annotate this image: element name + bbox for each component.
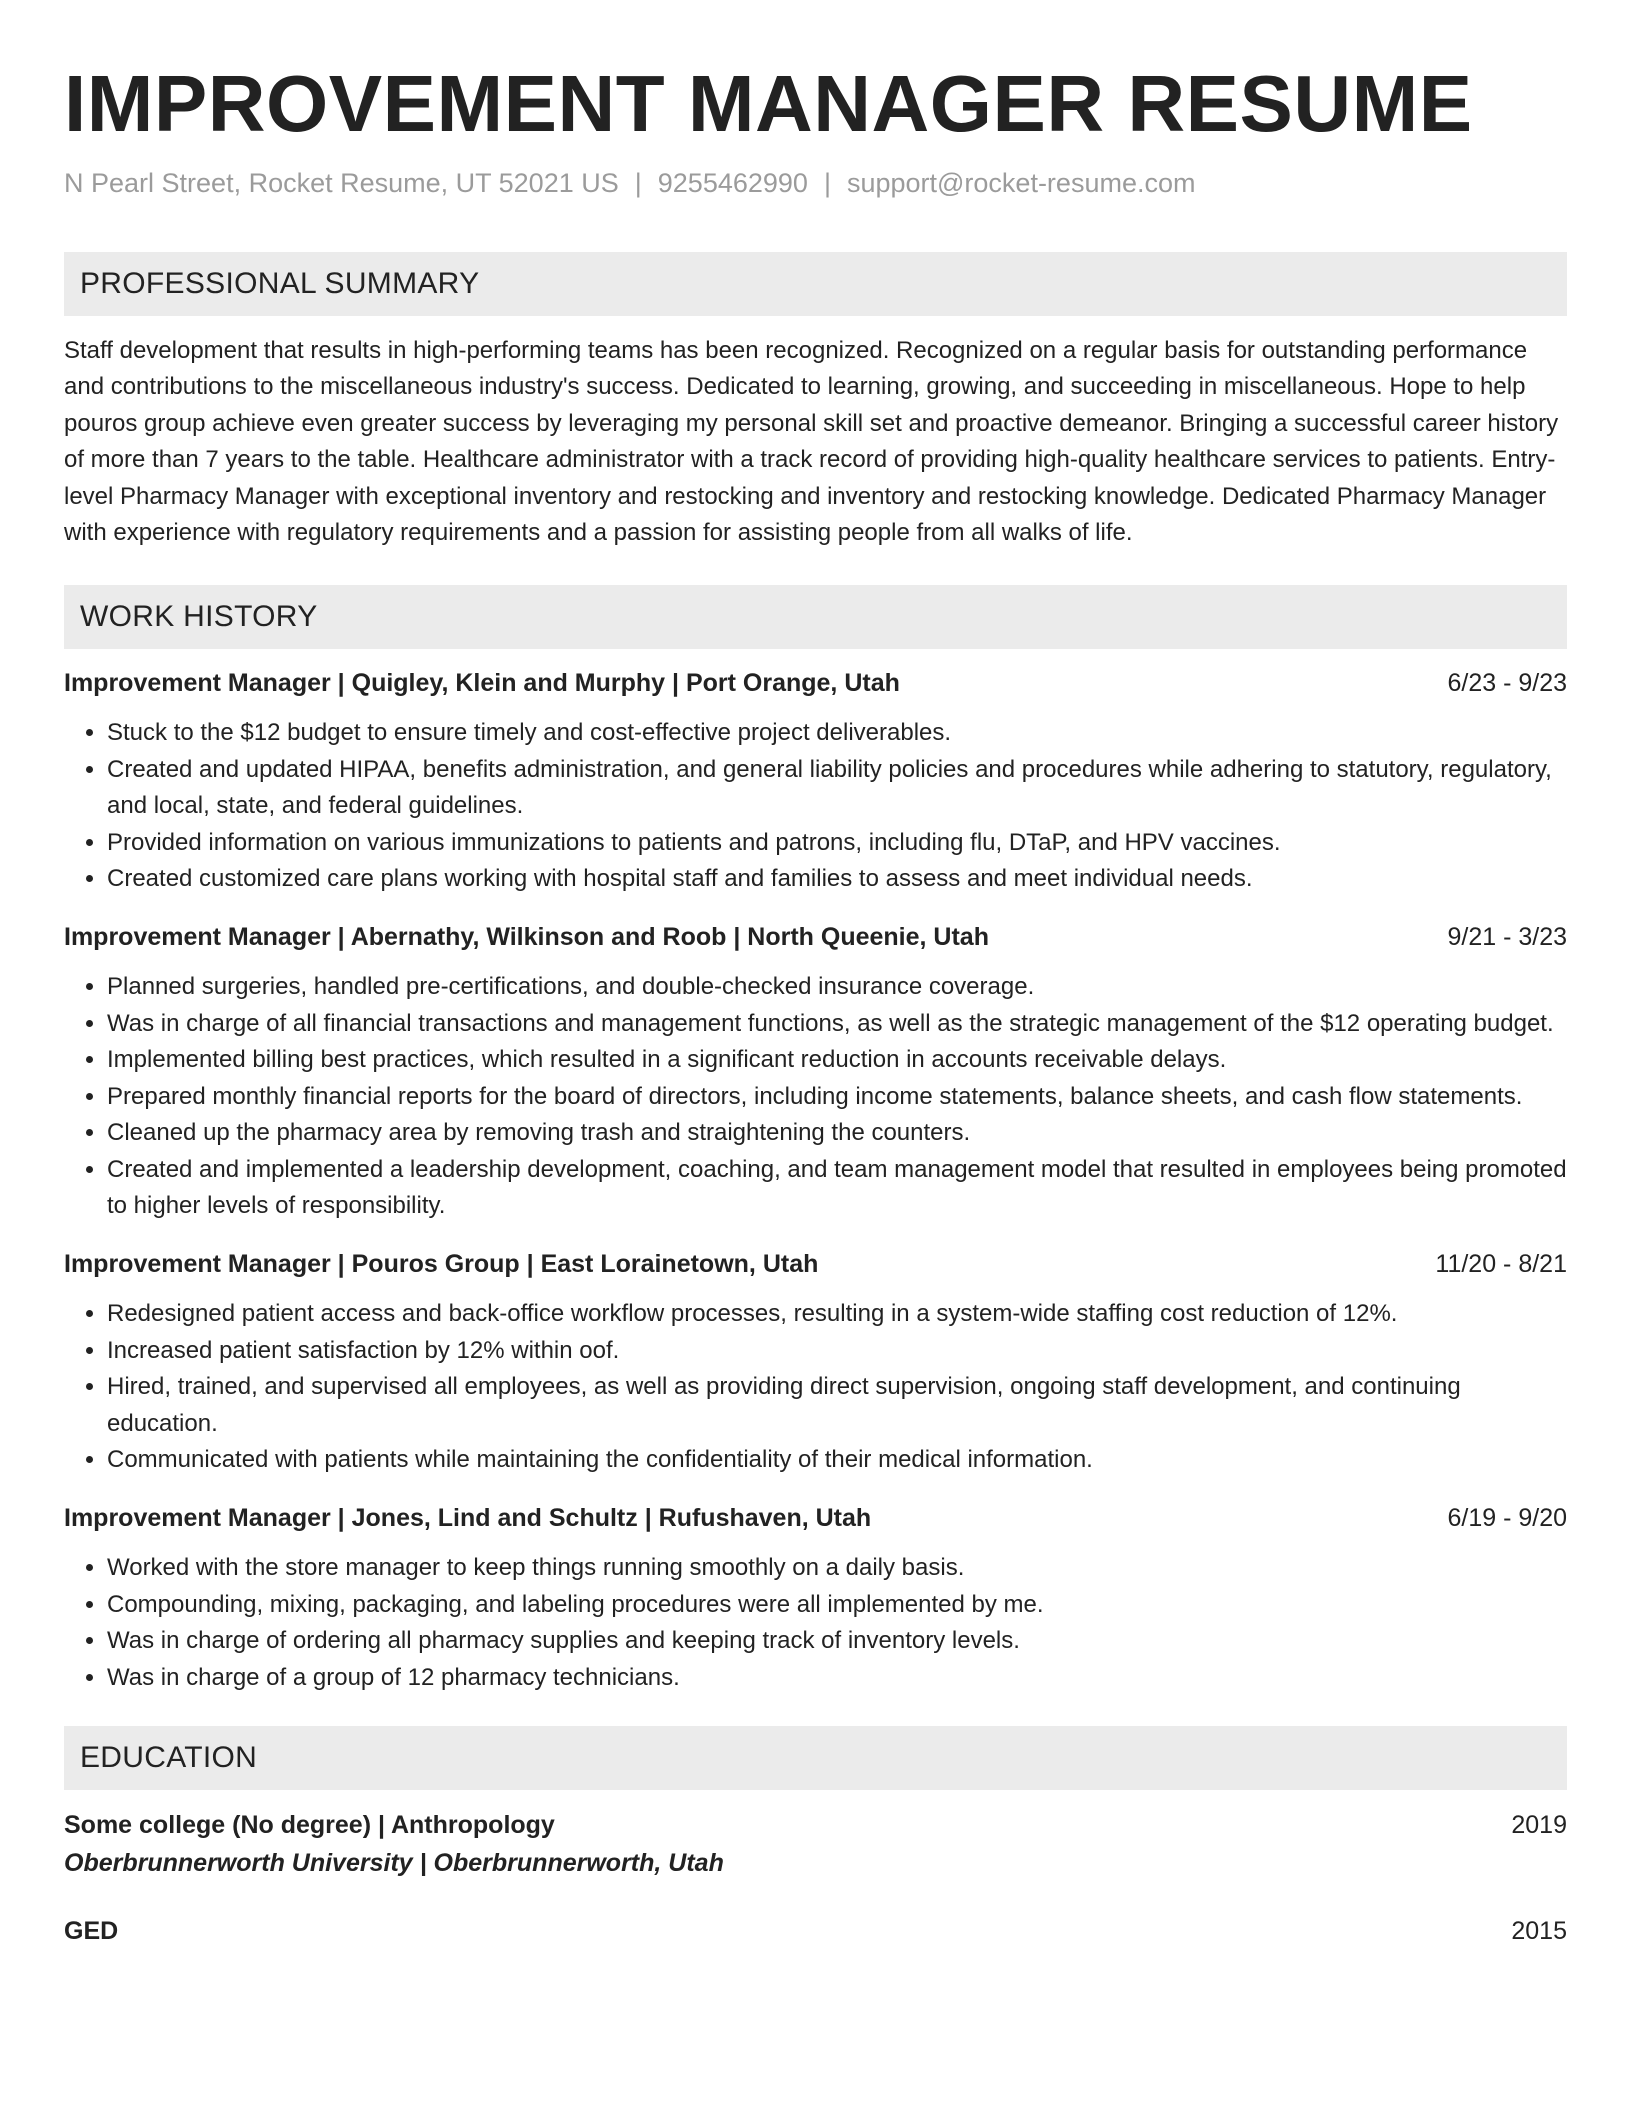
address: N Pearl Street, Rocket Resume, UT 52021 US xyxy=(64,168,619,198)
education-year: 2015 xyxy=(1511,1916,1567,1945)
job-bullets xyxy=(64,1296,1567,1478)
job-dates: 11/20 - 8/21 xyxy=(1435,1250,1567,1279)
summary-text: Staff development that results in high-performing teams has been recognized. Recognized on a regular basis for outstanding performance and contributions to the miscellaneous industry's success. Dedicated to learning, growing, and succeeding in miscellaneous. Hope to help pouros group achieve even greater success by leveraging my personal skill set and proactive demeanor. Bringing a successful career history of more than 7 years to the table. Healthcare administrator with a track record of providing high-quality healthcare services to patients. Entry-level Pharmacy Manager with exceptional inventory and restocking and inventory and restocking knowledge. Dedicated Pharmacy Manager with experience with regulatory requirements and a passion for assisting people from all walks of life. xyxy=(64,337,1559,547)
job-title: Improvement Manager | Quigley, Klein and Murphy | Port Orange, Utah xyxy=(64,669,900,698)
job-bullet: • Provided information on various immunizations to patients and patrons, including flu, DTaP, and HPV vaccines. xyxy=(107,825,1567,861)
section-header-work-history xyxy=(64,585,1567,649)
job-bullet: • Stuck to the $12 budget to ensure timely and cost-effective project deliverables. xyxy=(107,715,1567,751)
education-school: Oberbrunnerworth University | Oberbrunnerworth, Utah xyxy=(64,1848,724,1877)
job-bullet: • Compounding, mixing, packaging, and labeling procedures were all implemented by me. xyxy=(107,1587,1567,1623)
job-bullet: • Cleaned up the pharmacy area by removing trash and straightening the counters. xyxy=(107,1115,1567,1151)
section-title: WORK HISTORY xyxy=(80,600,318,634)
section-header-summary xyxy=(64,252,1567,316)
job-bullet: • Hired, trained, and supervised all employees, as well as providing direct supervision, ongoing staff development, and continuing education. xyxy=(107,1369,1567,1442)
job-title: Improvement Manager | Pouros Group | East Lorainetown, Utah xyxy=(64,1250,819,1279)
section-header-education xyxy=(64,1726,1567,1790)
job-bullet: • Worked with the store manager to keep things running smoothly on a daily basis. xyxy=(107,1550,1567,1586)
job-bullet: • Increased patient satisfaction by 12% within oof. xyxy=(107,1333,1567,1369)
contact-separator: | xyxy=(634,168,642,198)
education-year: 2019 xyxy=(1511,1810,1567,1839)
job-entry xyxy=(64,919,1567,1224)
email: support@rocket-resume.com xyxy=(846,168,1196,198)
job-dates: 6/23 - 9/23 xyxy=(1447,669,1567,698)
job-bullets xyxy=(64,969,1567,1224)
job-entry xyxy=(64,1246,1567,1478)
job-bullet: • Implemented billing best practices, which resulted in a significant reduction in accounts receivable delays. xyxy=(107,1042,1567,1078)
job-bullets xyxy=(64,1550,1567,1696)
job-entry xyxy=(64,1500,1567,1696)
job-dates: 6/19 - 9/20 xyxy=(1447,1504,1567,1533)
section-title: PROFESSIONAL SUMMARY xyxy=(80,267,480,300)
contact-separator: | xyxy=(823,168,831,198)
education-degree: GED xyxy=(64,1916,119,1945)
education-degree: Some college (No degree) | Anthropology xyxy=(64,1810,555,1839)
resume-title: IMPROVEMENT MANAGER RESUME xyxy=(64,59,1473,148)
job-bullet: • Was in charge of a group of 12 pharmacy technicians. xyxy=(107,1660,1567,1696)
job-dates: 9/21 - 3/23 xyxy=(1447,923,1567,952)
job-bullet: • Created and updated HIPAA, benefits administration, and general liability policies and procedures while adhering to statutory, regulatory, and local, state, and federal guidelines. xyxy=(107,752,1567,825)
phone: 9255462990 xyxy=(657,168,808,198)
job-title: Improvement Manager | Jones, Lind and Schultz | Rufushaven, Utah xyxy=(64,1504,872,1533)
education-entry xyxy=(64,1912,1567,1950)
job-bullet: • Was in charge of ordering all pharmacy supplies and keeping track of inventory levels. xyxy=(107,1623,1567,1659)
job-bullets xyxy=(64,715,1567,897)
job-entry xyxy=(64,665,1567,897)
job-bullet: • Prepared monthly financial reports for the board of directors, including income statements, balance sheets, and cash flow statements. xyxy=(107,1079,1567,1115)
job-bullet: • Communicated with patients while maintaining the confidentiality of their medical information. xyxy=(107,1442,1567,1478)
resume-page xyxy=(64,58,1567,1950)
education-entry xyxy=(64,1806,1567,1882)
job-bullet: • Created and implemented a leadership development, coaching, and team management model that resulted in employees being promoted to higher levels of responsibility. xyxy=(107,1152,1567,1225)
job-title: Improvement Manager | Abernathy, Wilkinson and Roob | North Queenie, Utah xyxy=(64,923,989,952)
job-bullet: • Planned surgeries, handled pre-certifications, and double-checked insurance coverage. xyxy=(107,969,1567,1005)
contact-line xyxy=(64,166,1567,200)
section-title: EDUCATION xyxy=(80,1740,258,1774)
job-bullet: • Redesigned patient access and back-office workflow processes, resulting in a system-wide staffing cost reduction of 12%. xyxy=(107,1296,1567,1332)
job-bullet: • Was in charge of all financial transactions and management functions, as well as the strategic management of the $12 operating budget. xyxy=(107,1006,1567,1042)
job-bullet: • Created customized care plans working with hospital staff and families to assess and meet individual needs. xyxy=(107,861,1567,897)
